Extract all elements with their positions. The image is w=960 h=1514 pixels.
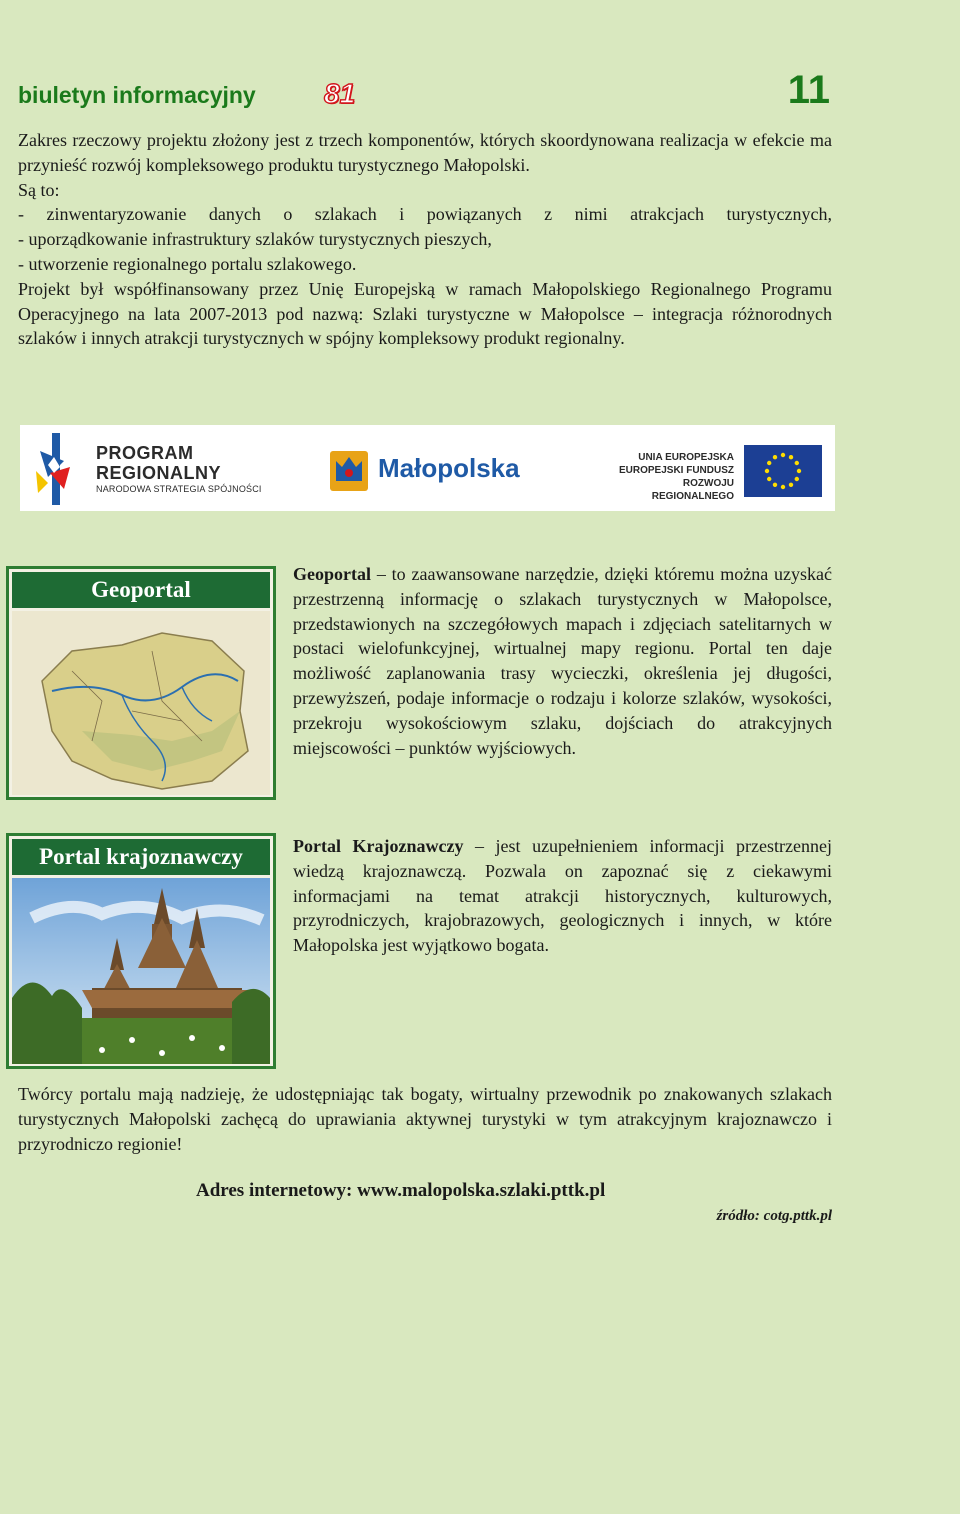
intro-paragraph: Zakres rzeczowy projektu złożony jest z trzech komponentów, których skoordynowana realizacja w efekcie ma przynieść rozwój kompleksowego produktu turystycznego Małopolski. [18, 130, 832, 175]
strategy-line: NARODOWA STRATEGIA SPÓJNOŚCI [96, 484, 262, 494]
geoportal-map-image [12, 611, 270, 795]
eu-fund-text [598, 451, 734, 503]
bulletin-title: biuletyn informacyjny [18, 82, 256, 108]
wooden-church-photo [12, 878, 270, 1064]
program-regionalny-text [96, 443, 262, 496]
intro-section [18, 128, 832, 351]
website-address: Adres internetowy: www.malopolska.szlaki.pttk.pl [196, 1180, 606, 1201]
geoportal-panel-title: Geoportal [12, 572, 270, 608]
krajoznawczy-name: Portal Krajoznawczy [293, 836, 464, 856]
krajoznawczy-text: – jest uzupełnieniem informacji przestrzennej wiedzą krajoznawczą. Pozwala on zapoznać się z ciekawymi informacjami na temat atrakcji historycznych, kulturowych, przyrodniczych, krajobrazowych, geologicznych i innych, w które Małopolska jest wyjątkowo bogata. [293, 836, 832, 956]
list-item: - utworzenie regionalnego portalu szlakowego. [18, 253, 357, 274]
issue-number: 81 [324, 78, 356, 109]
geoportal-name: Geoportal [293, 564, 371, 584]
krajoznawczy-panel-title: Portal krajoznawczy [12, 839, 270, 875]
krajoznawczy-panel [6, 833, 276, 1069]
eu-fund-line: EUROPEJSKI FUNDUSZ [618, 465, 734, 476]
eu-line: UNIA EUROPEJSKA [638, 452, 734, 463]
funding-logos [20, 425, 835, 511]
list-item: - uporządkowanie infrastruktury szlaków turystycznych pieszych, [18, 229, 492, 250]
krajoznawczy-description [293, 834, 832, 958]
geoportal-panel [6, 566, 276, 800]
bulletin-header [18, 68, 830, 118]
geoportal-description [293, 562, 832, 760]
geoportal-text: – to zaawansowane narzędzie, dzięki któremu można uzyskać przestrzenną informację o szlakach turystycznych w Małopolsce, przedstawionych na szczegółowych mapach i zdjęciach satelitarnych w postaci wielofunkcyjnej, wirtualnej mapy regionu. Portal ten daje możliwość zaplanowania trasy wycieczki, określenia jej długości, przewyższeń, podaje informacje o rodzaju i kolorze szlaków, wysokości, przekroju wysokościowym szlaku, dojściach do atrakcyjnych miejscowości – punktów wyjściowych. [293, 564, 832, 758]
intro-lead: Są to: [18, 179, 60, 200]
source-note: źródło: cotg.pttk.pl [716, 1208, 832, 1224]
funding-paragraph: Projekt był współfinansowany przez Unię Europejską w ramach Małopolskiego Regionalnego Programu Operacyjnego na lata 2007-2013 pod nazwą: Szlaki turystyczne w Małopolsce – integracja różnorodnych szlaków i innych atrakcji turystycznych w spójny kompleksowy produkt regionalny. [18, 278, 832, 349]
page-number: 11 [787, 68, 830, 112]
program-regionalny-logo [34, 433, 84, 505]
malopolska-logo-text: Małopolska [378, 453, 520, 483]
eu-regional-line: ROZWOJU REGIONALNEGO [651, 478, 734, 502]
list-item: - zinwentaryzowanie danych o szlakach i powiązanych z nimi atrakcjach turystycznych, [18, 204, 832, 225]
program-line: PROGRAM [96, 443, 194, 463]
regionalny-line: REGIONALNY [96, 463, 222, 483]
closing-paragraph: Twórcy portalu mają nadzieję, że udostępniając tak bogaty, wirtualny przewodnik po znakowanych szlakach turystycznych Małopolski zachęcą do uprawiania aktywnej turystyki w tym atrakcyjnym krajoznawczo i przyrodniczo regionie! [18, 1084, 832, 1154]
eu-flag-icon [744, 445, 822, 497]
malopolska-crest-icon [330, 451, 368, 491]
